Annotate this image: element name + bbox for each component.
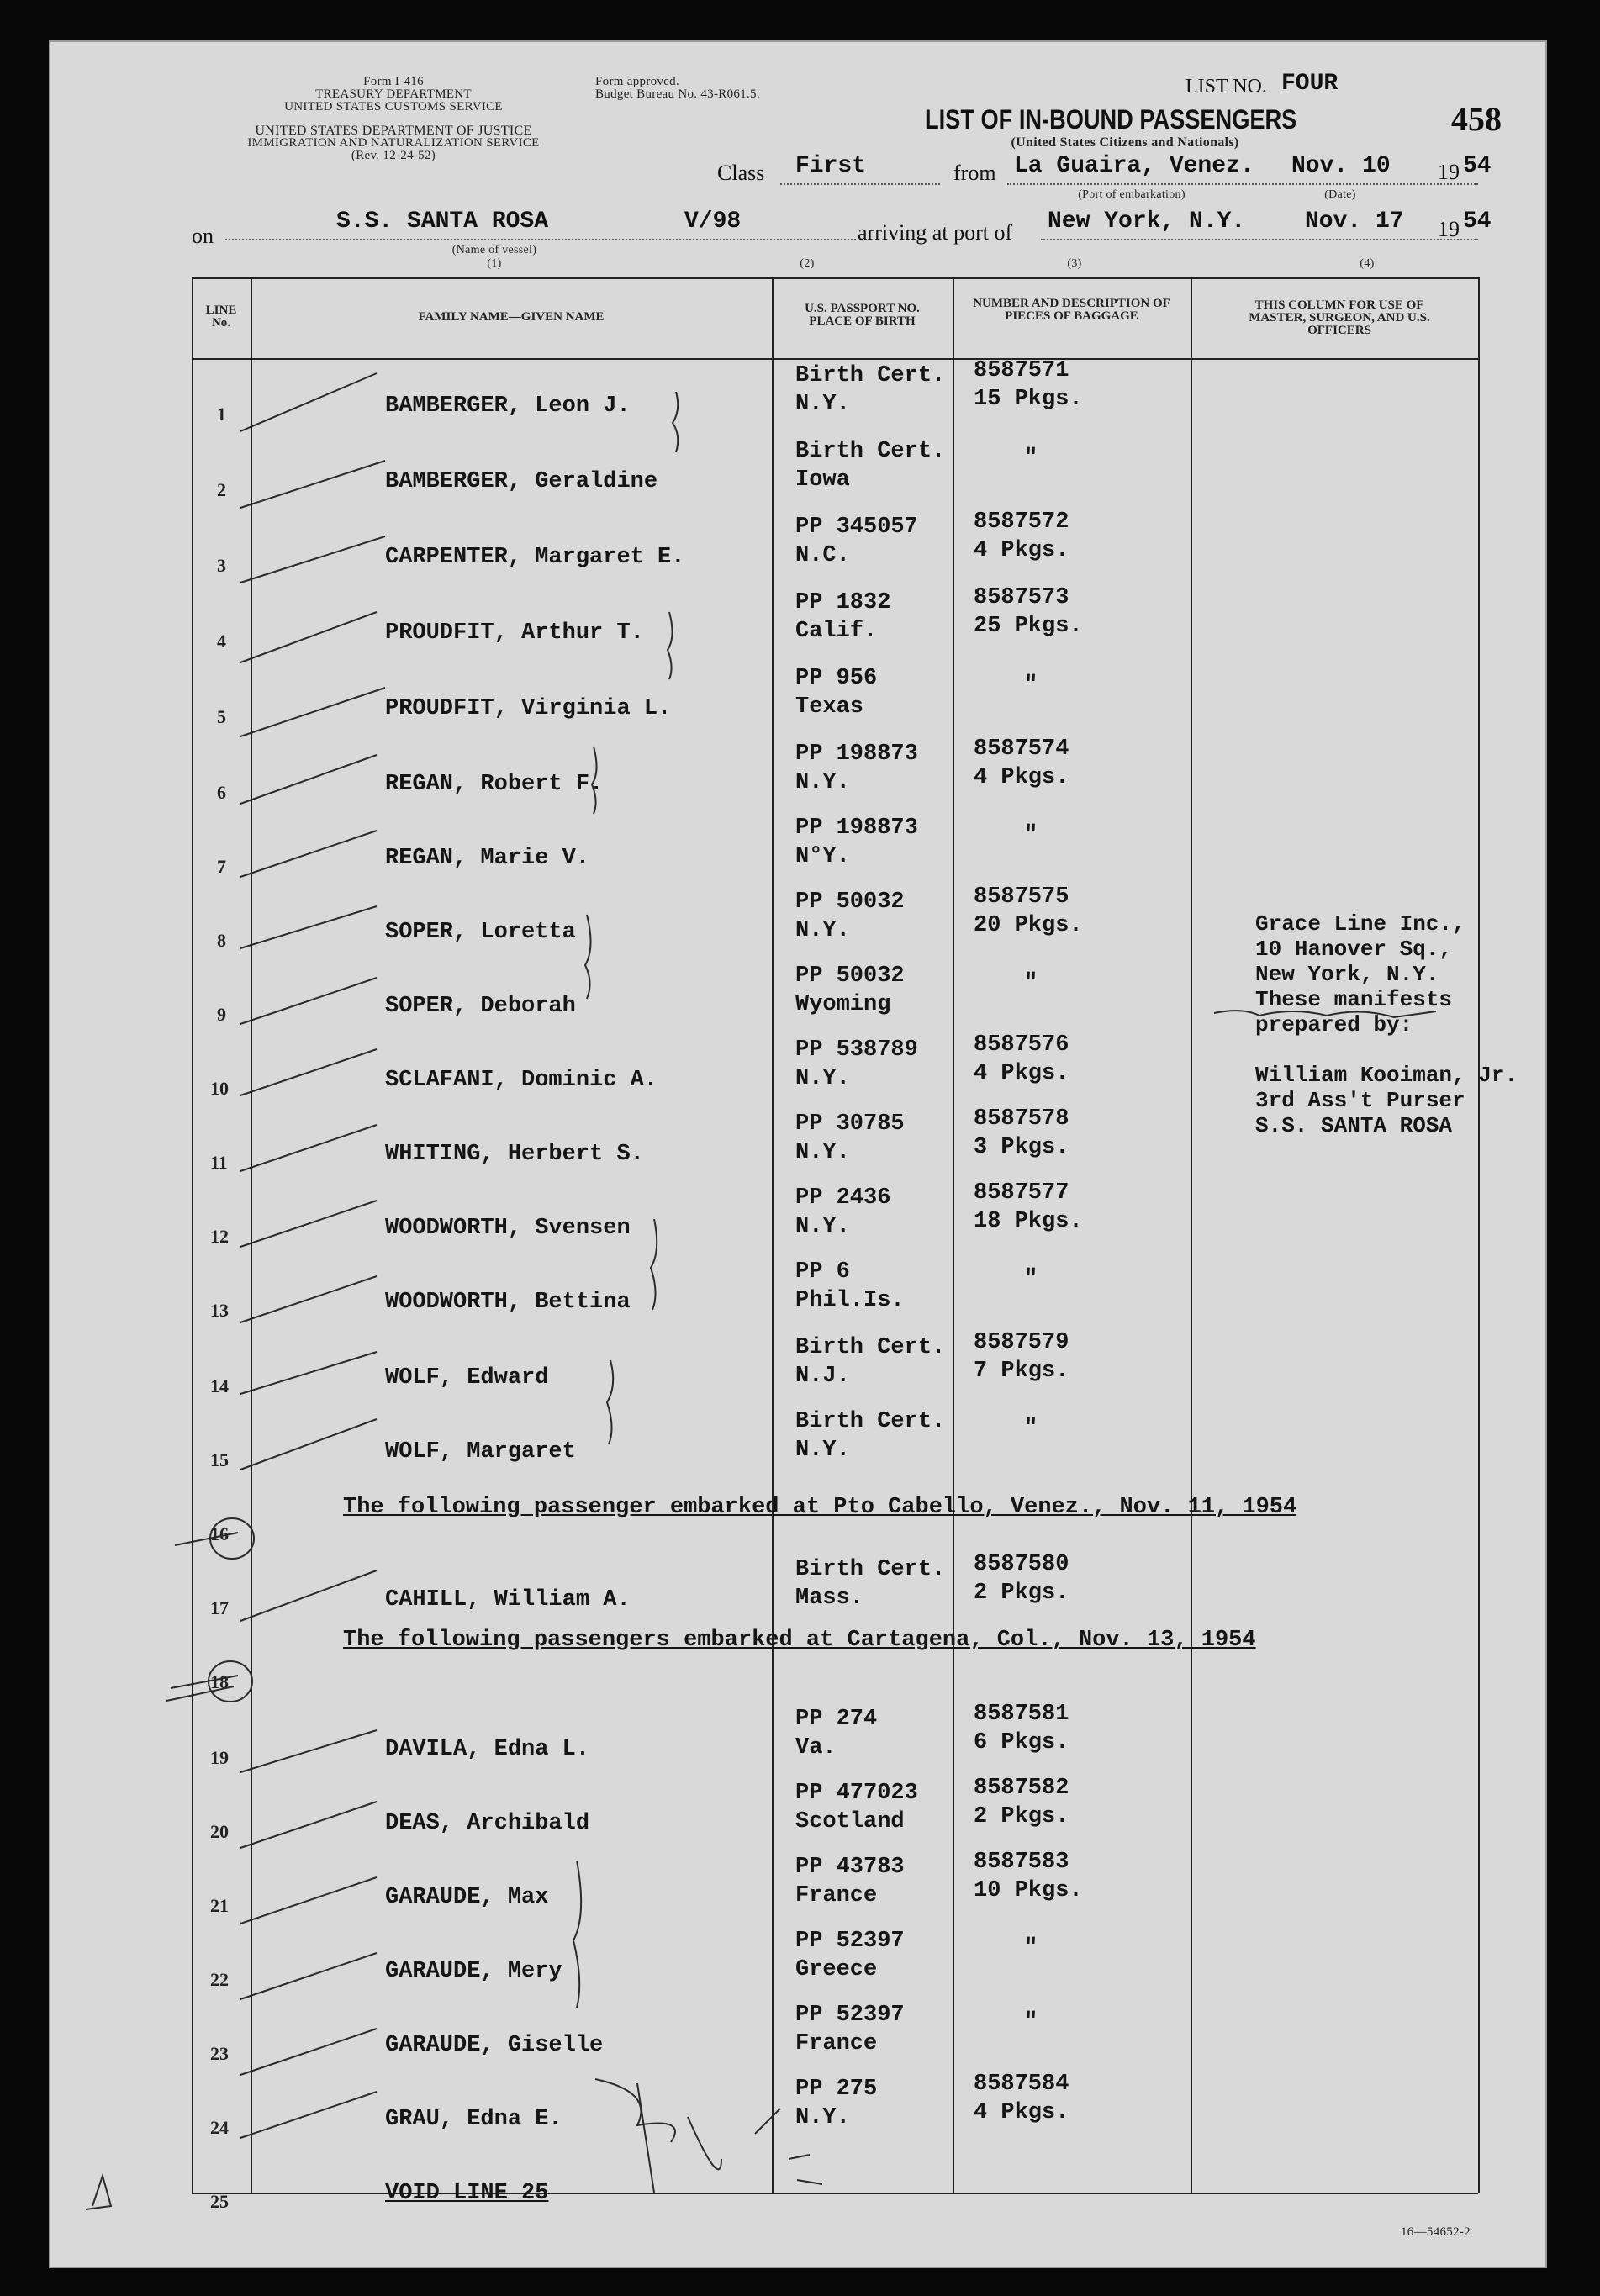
passenger-name: REGAN, Robert F. — [385, 772, 604, 797]
passenger-name: SOPER, Deborah — [385, 994, 576, 1019]
line-number: 4 — [217, 631, 226, 652]
line-number: 14 — [210, 1375, 229, 1396]
passenger-name: DEAS, Archibald — [385, 1811, 590, 1836]
baggage-number: 8587581 — [974, 1702, 1069, 1727]
form-number: Form I-416 — [363, 75, 424, 88]
line-number: 3 — [217, 555, 226, 576]
col-officers-header: THIS COLUMN FOR USE OF MASTER, SURGEON, AND U.S. OFFICERS — [1249, 298, 1430, 337]
passenger-name: WOLF, Edward — [385, 1365, 549, 1391]
col-name-header: FAMILY NAME—GIVEN NAME — [418, 310, 605, 324]
caption-4: (4) — [1360, 257, 1375, 270]
passport-no: PP 345057 — [795, 515, 918, 540]
line-number: 2 — [217, 479, 226, 500]
baggage-number: 8587572 — [974, 509, 1069, 535]
passport-no: PP 198873 — [795, 815, 918, 841]
passport-no: PP 52397 — [795, 2003, 905, 2028]
baggage-pieces: 4 Pkgs. — [974, 538, 1069, 563]
revision: (Rev. 12-24-52) — [351, 149, 436, 162]
place-of-birth: France — [795, 1883, 878, 1908]
passport-no: PP 50032 — [795, 889, 905, 915]
officer-note-line: These manifests — [1255, 987, 1453, 1012]
baggage-number: 8587578 — [974, 1106, 1069, 1132]
footer-code: 16—54652-2 — [1401, 2225, 1471, 2239]
line-number: 18 — [210, 1671, 229, 1692]
officer-note-line: New York, N.Y. — [1255, 962, 1439, 987]
check-marks — [86, 373, 1436, 2209]
officer-note-line: William Kooiman, Jr. — [1255, 1063, 1518, 1088]
baggage-number: " — [1024, 2009, 1038, 2035]
baggage-number: 8587573 — [974, 585, 1069, 610]
place-of-birth: N.Y. — [795, 1438, 850, 1463]
col-line-header: LINE No. — [205, 303, 237, 330]
baggage-number: " — [1024, 446, 1038, 471]
line-number: 11 — [210, 1152, 228, 1173]
line-number: 12 — [210, 1226, 229, 1247]
baggage-pieces: 4 Pkgs. — [974, 1061, 1069, 1086]
manifest-page — [49, 40, 1547, 2268]
baggage-number: 8587580 — [974, 1552, 1069, 1577]
caption-1: (1) — [487, 257, 502, 270]
embark-port: La Guaira, Venez. — [1014, 153, 1254, 179]
date-caption: (Date) — [1324, 188, 1356, 201]
baggage-number: " — [1024, 1935, 1038, 1961]
place-of-birth: Calif. — [795, 619, 878, 644]
line-number: 17 — [210, 1597, 229, 1618]
col-baggage-header: NUMBER AND DESCRIPTION OF PIECES OF BAGGAGE — [973, 297, 1170, 323]
form-subtitle: (United States Citizens and Nationals) — [1011, 135, 1239, 150]
baggage-number: " — [1024, 822, 1038, 847]
line-number: 7 — [217, 856, 226, 877]
officer-note-line: prepared by: — [1255, 1012, 1413, 1037]
officer-note-line: Grace Line Inc., — [1255, 911, 1465, 937]
place-of-birth: N.Y. — [795, 2105, 850, 2130]
passenger-name: PROUDFIT, Arthur T. — [385, 620, 644, 646]
line-number: 23 — [210, 2043, 229, 2064]
voyage-number: V/98 — [684, 208, 742, 235]
line-number: 13 — [210, 1300, 229, 1321]
passport-no: PP 6 — [795, 1259, 850, 1285]
passport-no: PP 43783 — [795, 1855, 905, 1880]
class-label: Class — [717, 161, 765, 185]
line-number: 1 — [217, 404, 226, 425]
line-number: 6 — [217, 782, 226, 803]
line-number: 22 — [210, 1969, 229, 1990]
baggage-pieces: 2 Pkgs. — [974, 1804, 1069, 1829]
passenger-name: SCLAFANI, Dominic A. — [385, 1068, 658, 1093]
place-of-birth: N.J. — [795, 1364, 850, 1389]
passenger-name: SOPER, Loretta — [385, 920, 576, 945]
form-title: LIST OF IN-BOUND PASSENGERS — [925, 104, 1297, 135]
place-of-birth: N.Y. — [795, 918, 850, 943]
passport-no: PP 477023 — [795, 1781, 918, 1806]
vessel-caption: (Name of vessel) — [451, 244, 537, 256]
embark-date: Nov. 10 — [1291, 153, 1391, 179]
passenger-name: GARAUDE, Giselle — [385, 2033, 604, 2058]
arrival-year-prefix: 19 — [1438, 217, 1460, 241]
baggage-number: 8587571 — [974, 358, 1069, 383]
passport-no: Birth Cert. — [795, 1557, 946, 1582]
passenger-name: DAVILA, Edna L. — [385, 1737, 590, 1762]
col-passport-header: U.S. PASSPORT NO. PLACE OF BIRTH — [805, 302, 920, 328]
form-approved: Form approved. — [595, 75, 680, 88]
passenger-name: REGAN, Marie V. — [385, 846, 590, 871]
line-number: 15 — [210, 1449, 229, 1470]
passport-no: PP 956 — [795, 666, 878, 691]
baggage-number: 8587574 — [974, 736, 1069, 762]
baggage-pieces: 4 Pkgs. — [974, 765, 1069, 790]
treasury-dept: TREASURY DEPARTMENT — [315, 87, 472, 101]
on-label: on — [192, 224, 214, 248]
passenger-name: CAHILL, William A. — [385, 1587, 631, 1612]
arrival-port: New York, N.Y. — [1048, 208, 1246, 235]
vessel-name: S.S. SANTA ROSA — [336, 208, 549, 235]
arrival-date: Nov. 17 — [1305, 208, 1404, 235]
arrival-year: 54 — [1463, 208, 1492, 235]
class-value: First — [795, 153, 867, 179]
caption-3: (3) — [1067, 257, 1082, 270]
passenger-name: VOID LINE 25 — [385, 2181, 549, 2206]
budget-bureau: Budget Bureau No. 43-R061.5. — [595, 87, 760, 101]
passport-no: Birth Cert. — [795, 363, 946, 388]
baggage-number: 8587577 — [974, 1180, 1069, 1206]
officer-note-line: 10 Hanover Sq., — [1255, 937, 1453, 962]
baggage-pieces: 25 Pkgs. — [974, 614, 1083, 639]
place-of-birth: N°Y. — [795, 844, 850, 869]
baggage-pieces: 2 Pkgs. — [974, 1581, 1069, 1606]
passenger-name: WOLF, Margaret — [385, 1439, 576, 1465]
place-of-birth: Iowa — [795, 467, 850, 493]
passport-no: PP 1832 — [795, 590, 891, 615]
passenger-name: CARPENTER, Margaret E. — [385, 545, 685, 570]
passport-no: PP 198873 — [795, 742, 918, 767]
baggage-pieces: 7 Pkgs. — [974, 1359, 1069, 1384]
passport-no: Birth Cert. — [795, 1409, 946, 1434]
line-number: 24 — [210, 2117, 229, 2138]
place-of-birth: N.Y. — [795, 1214, 850, 1239]
place-of-birth: N.Y. — [795, 392, 850, 417]
handwritten-marks — [49, 40, 1547, 2268]
justice-dept: UNITED STATES DEPARTMENT OF JUSTICE — [255, 124, 532, 138]
passenger-name: WOODWORTH, Bettina — [385, 1290, 631, 1315]
embark-year: 54 — [1463, 153, 1492, 179]
passenger-name: PROUDFIT, Virginia L. — [385, 696, 672, 721]
place-of-birth: Va. — [795, 1735, 837, 1760]
embark-note-16: The following passenger embarked at Pto Cabello, Venez., Nov. 11, 1954 — [343, 1495, 1297, 1520]
caption-2: (2) — [800, 257, 815, 270]
passport-no: Birth Cert. — [795, 439, 946, 464]
list-no-value: FOUR — [1281, 71, 1339, 97]
place-of-birth: France — [795, 2031, 878, 2056]
line-number: 9 — [217, 1004, 226, 1025]
passenger-name: WHITING, Herbert S. — [385, 1142, 644, 1167]
passport-no: PP 538789 — [795, 1037, 918, 1063]
passenger-name: GARAUDE, Max — [385, 1885, 549, 1910]
ins-name: IMMIGRATION AND NATURALIZATION SERVICE — [247, 136, 540, 150]
baggage-number: 8587584 — [974, 2072, 1069, 2097]
line-number: 10 — [210, 1078, 229, 1099]
place-of-birth: N.Y. — [795, 1066, 850, 1091]
port-embark-caption: (Port of embarkation) — [1078, 188, 1185, 201]
officer-note-line: S.S. SANTA ROSA — [1255, 1113, 1453, 1138]
line-number: 5 — [217, 706, 226, 727]
list-no-label: LIST NO. — [1185, 76, 1267, 98]
baggage-pieces: 18 Pkgs. — [974, 1209, 1083, 1234]
place-of-birth: Scotland — [795, 1809, 905, 1834]
passenger-name: BAMBERGER, Geraldine — [385, 469, 658, 494]
place-of-birth: Wyoming — [795, 992, 891, 1017]
year-prefix: 19 — [1438, 160, 1460, 184]
baggage-number: " — [1024, 1416, 1038, 1441]
passport-no: PP 274 — [795, 1707, 878, 1732]
passport-no: PP 275 — [795, 2077, 878, 2102]
place-of-birth: Mass. — [795, 1586, 864, 1611]
baggage-number: 8587579 — [974, 1330, 1069, 1355]
line-number: 19 — [210, 1747, 229, 1768]
place-of-birth: N.Y. — [795, 1140, 850, 1165]
passport-no: PP 52397 — [795, 1929, 905, 1954]
passenger-name: BAMBERGER, Leon J. — [385, 393, 631, 419]
baggage-number: " — [1024, 970, 1038, 995]
line-number: 21 — [210, 1895, 229, 1916]
baggage-pieces: 20 Pkgs. — [974, 913, 1083, 938]
line-number: 16 — [210, 1523, 229, 1544]
baggage-number: " — [1024, 673, 1038, 698]
passport-no: PP 2436 — [795, 1185, 891, 1211]
customs-service: UNITED STATES CUSTOMS SERVICE — [284, 100, 503, 113]
arriving-label: arriving at port of — [858, 220, 1013, 245]
baggage-number: 8587575 — [974, 884, 1069, 910]
line-number: 25 — [210, 2191, 229, 2212]
baggage-pieces: 6 Pkgs. — [974, 1730, 1069, 1755]
baggage-pieces: 10 Pkgs. — [974, 1878, 1083, 1903]
baggage-pieces: 4 Pkgs. — [974, 2100, 1069, 2125]
place-of-birth: N.Y. — [795, 770, 850, 795]
embark-note-18: The following passengers embarked at Cartagena, Col., Nov. 13, 1954 — [343, 1628, 1256, 1653]
baggage-number: 8587582 — [974, 1776, 1069, 1801]
line-number: 8 — [217, 930, 226, 951]
passport-no: PP 50032 — [795, 963, 905, 989]
passport-no: Birth Cert. — [795, 1335, 946, 1360]
baggage-pieces: 15 Pkgs. — [974, 387, 1083, 412]
passport-no: PP 30785 — [795, 1111, 905, 1137]
place-of-birth: N.C. — [795, 543, 850, 568]
baggage-pieces: 3 Pkgs. — [974, 1135, 1069, 1160]
baggage-number: 8587576 — [974, 1032, 1069, 1058]
passenger-name: GRAU, Edna E. — [385, 2107, 562, 2132]
page-number: 458 — [1451, 100, 1502, 138]
place-of-birth: Phil.Is. — [795, 1288, 905, 1313]
baggage-number: 8587583 — [974, 1850, 1069, 1875]
passenger-name: GARAUDE, Mery — [385, 1959, 562, 1984]
from-label: from — [953, 161, 996, 185]
officer-note-line: 3rd Ass't Purser — [1255, 1088, 1465, 1113]
place-of-birth: Texas — [795, 694, 864, 720]
baggage-number: " — [1024, 1266, 1038, 1291]
place-of-birth: Greece — [795, 1957, 878, 1982]
line-number: 20 — [210, 1821, 229, 1842]
passenger-name: WOODWORTH, Svensen — [385, 1216, 631, 1241]
